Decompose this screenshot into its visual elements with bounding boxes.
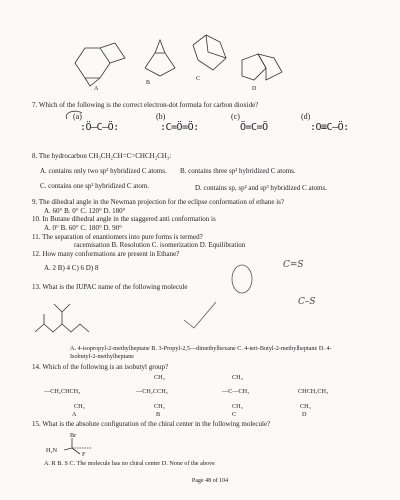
q9-options[interactable]: A. 60° B. 0° C. 120° D. 180° bbox=[44, 207, 126, 215]
q14-struct-b-top: CH₃ bbox=[154, 374, 165, 381]
q14-struct-b[interactable]: —CH₂CCH₃ bbox=[136, 388, 168, 395]
q14-letter-d: D bbox=[302, 411, 307, 418]
structure-label-b: B bbox=[146, 80, 151, 86]
structure-b bbox=[140, 38, 180, 83]
q14-struct-c-top: CH₃ bbox=[232, 374, 243, 381]
q7-option-c[interactable]: (c) bbox=[231, 112, 240, 121]
handwritten-note-2: C–S bbox=[298, 297, 316, 307]
q7-formula-d: :O≡C–Ö: bbox=[310, 122, 349, 133]
question-15: 15. What is the absolute configuration of the chiral center in the following molecule? bbox=[32, 420, 271, 428]
question-13: 13. What is the IUPAC name of the following molecule bbox=[32, 283, 188, 291]
q15-group-br: Br bbox=[70, 432, 77, 439]
structure-label-c: C bbox=[196, 76, 201, 82]
q8-option-b[interactable]: B. contains three sp² hybridized C atoms. bbox=[180, 167, 296, 175]
q14-letter-a: A bbox=[72, 411, 77, 418]
q13-answers-line-2[interactable]: Isobutyl-2-methylheptane bbox=[70, 353, 134, 360]
structure-label-a: A bbox=[94, 86, 99, 92]
q14-struct-d[interactable]: CHCH₂CH₃ bbox=[298, 388, 329, 395]
q14-struct-d-bottom: CH₃ bbox=[300, 403, 311, 410]
q14-struct-b-bottom: CH₃ bbox=[154, 403, 165, 410]
q14-letter-b: B bbox=[156, 411, 161, 418]
question-14: 14. Which of the following is an isobutyl group? bbox=[32, 363, 169, 371]
q7-formula-c: Ö=C=Ö bbox=[240, 122, 268, 133]
q14-struct-c[interactable]: —C—CH₃ bbox=[222, 388, 250, 395]
q10-options[interactable]: A. 0° B. 60° C. 180° D. 90° bbox=[44, 224, 122, 232]
structure-a bbox=[70, 38, 130, 88]
q11-options[interactable]: racemisation B. Resolution C. isomerization D. Equilibration bbox=[74, 241, 246, 249]
handwritten-note-1: C=S bbox=[283, 260, 304, 270]
q14-struct-c-bottom: CH₃ bbox=[232, 403, 243, 410]
structure-c bbox=[188, 30, 233, 78]
q8-option-c[interactable]: C. contains one sp² hybridized C atom. bbox=[40, 182, 150, 190]
q7-option-a-circle bbox=[64, 110, 86, 122]
handwritten-oval bbox=[228, 262, 256, 298]
q15-group-f: F bbox=[82, 451, 86, 458]
q8-option-a[interactable]: A. contains only two sp² hybridized C atoms. bbox=[40, 167, 167, 175]
q7-formula-b: :C=Ö=Ö: bbox=[160, 122, 199, 133]
question-8: 8. The hydrocarbon CH₃CH₂CH=C=CHCH₂CH₃: bbox=[32, 152, 172, 160]
q14-struct-a-bottom: CH₃ bbox=[74, 403, 85, 410]
q15-group-nh2: H₂N bbox=[46, 447, 58, 454]
q7-formula-a: :Ö–C–Ö: bbox=[80, 122, 119, 133]
structure-label-d: D bbox=[252, 86, 257, 92]
question-11: 11. The separation of enantiomers into pure forms is termed? bbox=[32, 233, 203, 241]
question-9: 9. The dihedral angle in the Newman projection for the eclipse conformation of ethane is? bbox=[32, 198, 284, 206]
page-number: Page 48 of 104 bbox=[191, 478, 229, 484]
q12-options[interactable]: A. 2 B) 4 C) 6 D) 8 bbox=[44, 264, 99, 272]
q14-letter-c: C bbox=[232, 411, 237, 418]
q15-options[interactable]: A. R B. S C. The molecule has no chiral center D. None of the above bbox=[44, 460, 215, 467]
question-12: 12. How many conformations are present in Ethane? bbox=[32, 250, 180, 258]
q7-option-b[interactable]: (b) bbox=[156, 112, 166, 121]
question-10: 10. In Butane dihedral angle in the staggered anti conformation is bbox=[32, 215, 216, 223]
q13-skeletal-structure bbox=[32, 292, 102, 340]
checkmark-icon bbox=[180, 300, 220, 330]
q14-struct-a[interactable]: —CH₂CHCH₃ bbox=[44, 388, 81, 395]
q13-answers-line-1[interactable]: A. 4-isopropyl-2-methylheptane B. 3-Propyl-2,5—dimethylhexane C. 4-tert-Butyl-2-methylheptane D. 4- bbox=[70, 345, 332, 352]
question-7: 7. Which of the following is the correct electron-dot formula for carbon dioxide? bbox=[32, 101, 259, 109]
q8-option-d[interactable]: D. contains sp, sp² and sp³ hybridized C atoms. bbox=[195, 184, 327, 192]
q7-option-a[interactable]: (a) bbox=[73, 112, 82, 121]
q7-option-d[interactable]: (d) bbox=[301, 112, 311, 121]
q15-stereocenter-bonds bbox=[58, 436, 98, 460]
structure-d bbox=[238, 50, 286, 85]
